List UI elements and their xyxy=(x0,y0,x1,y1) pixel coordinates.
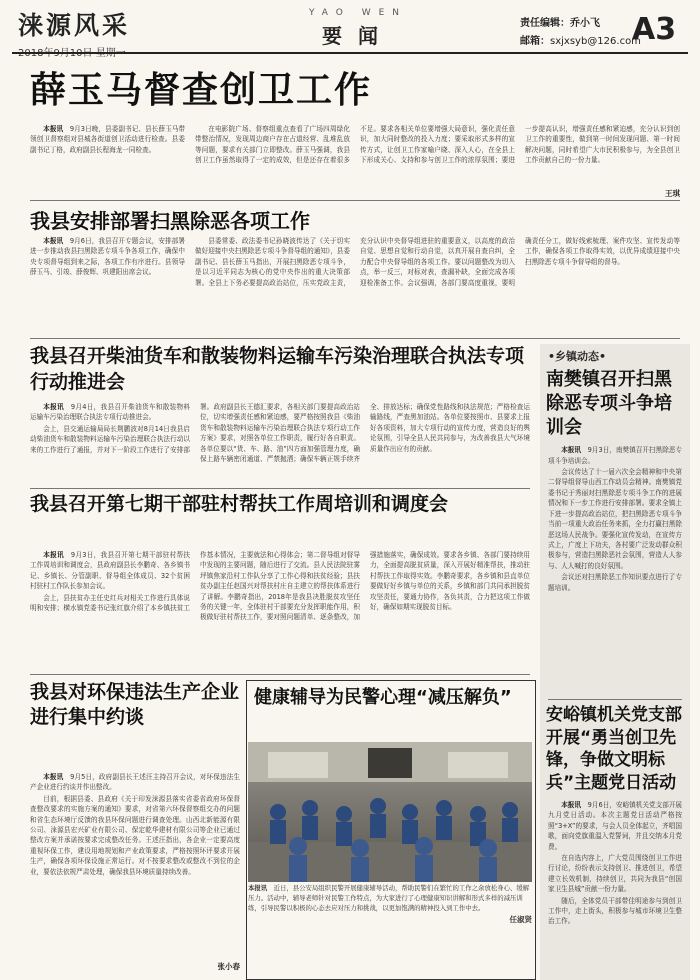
township-news-sidebar xyxy=(540,344,690,980)
article-body-creative-sanitation xyxy=(30,124,680,190)
divider xyxy=(30,200,680,201)
photo-caption: 本报讯 近日，县公安局组织民警开展健康辅导活动，帮助民警们在繁忙的工作之余放松身心、缓解压力。活动中，辅导老师针对民警工作特点，为大家进行了心理健康知识讲解和形式多样的减压训练，引导民警以积极的心态去应对压力和挑战，以更加饱满的精神投入到工作中去。 任淑贤 xyxy=(248,884,532,924)
photo-illustration xyxy=(248,742,532,882)
article-paragraph: 本报讯 9月4日，我县召开柴油货车和散装物料运输车污染治理联合执法专项行动推进会。 xyxy=(30,403,191,422)
lead-tag: 本报讯 xyxy=(561,801,582,809)
article-paragraph: 会议传达了十一届六次全会精神和中央第二督导组督导山西工作动员会精神。南樊镇党委书记于秀丽对扫黑除恶专项斗争工作的进展情况和下一步工作进行安排部署。要求全镇上下进一步提高政治站位，把扫黑除恶专项斗争当前一项重大政治任务来抓，全力打赢扫黑除恶这场人民战争。要强化宣传发动，在宣传方式上，广度上下功夫，各村要广泛发动群众积极参与，营造扫黑除恶社会氛围，营造人人参与、人人喊打的良好氛围。 xyxy=(548,468,682,570)
lead-tag: 本报讯 xyxy=(43,551,64,559)
photo-police-training xyxy=(248,742,532,882)
editor-name: 乔小飞 xyxy=(570,18,600,29)
article-paragraph: 目前，根据县委、县政府《关于印发涞源县落实省委省政府环保督查整改要求的实施方案的通知》要求，对省第六环保督察组交办的问题和省生态环境厅反馈的我县环保问题进行调查处理。山西北新能源有限公司、涞源县宏兴矿业有限公司、保定乾华建材有限公司等企业已通过整改方案并承诺按要求完成整改任务。王述汪指出，各企业一定要高度重视环保工作，建设用地规划和产业政策要求，严格按照环评要求开展生产，确保各项环保设施正常运行。对不按要求整改或整改不到位的企业，要依法依规严肃处理，确保我县环境质量持续改善。 xyxy=(30,794,240,876)
article-body-anti-gang xyxy=(30,236,680,332)
headline-anti-gang: 我县安排部署扫黑除恶各项工作 xyxy=(30,209,310,233)
byline: 王琪 xyxy=(665,189,680,198)
byline: 任淑贤 xyxy=(509,914,532,924)
article-paragraph: 本报讯 9月3日，南樊镇召开扫黑除恶专项斗争培训会。 xyxy=(548,446,683,465)
email-label: 邮箱： xyxy=(520,36,550,47)
article-body-anyu xyxy=(540,794,690,956)
lead-tag: 本报讯 xyxy=(561,446,582,455)
lead-tag: 本报讯 xyxy=(43,237,64,245)
article-paragraph: 随后，全体党员干部带佳明途参与到创卫工作中，走上街头，积极参与城市环境卫生整治工作。 xyxy=(548,896,682,926)
article-body-nanfan xyxy=(540,439,690,695)
divider xyxy=(30,338,680,339)
section-name-cn: 要闻 xyxy=(322,24,394,48)
article-paragraph: 在自选内容上，广大党员围绕创卫工作进行讨论，纷纷表示支持创卫、推进创卫，希望建立长效机制，持续创卫，共同为我县“创国家卫生县城”贡献一份力量。 xyxy=(548,854,682,894)
article-body-diesel-truck xyxy=(30,402,530,484)
byline: 张小春 xyxy=(217,962,240,971)
article-body-village-training xyxy=(30,550,530,668)
email-value: sxjxsyb@126.com xyxy=(550,36,641,47)
headline-police-health: 健康辅导为民警心理“减压解负” xyxy=(254,687,512,708)
article-paragraph: 会上，县扶贫办主任史红兵对相关工作进行具体说明和安排；横水镇党委书记张红旗介绍了本乡镇扶贫工作基本情况，主要就法和心得体会；第二督导组对督导中发现的主要问题，随后进行了交流。县人民法院驻雾坪镇焦家沿村工作队分享了工作心得和扶贫经验；县扶贫办副主任赵国兴对帮扶村庄自主建立的帮扶体系进行了讲解。李鹏奇指出，2018年是我县决胜脱贫攻坚任务的关键一年，全体驻村干部要充分发挥职能作用，积极做好驻村帮扶工作，要对照问题清单、逐条整改，加强措施落实，确保成效。要求各乡镇、各部门要持续用力，全面提高脱贫质量，深入开展好精准帮扶，推动驻村帮扶工作取得实效。李鹏奇要求，各乡镇和县直单位要做好好乡镇与单位的关系，乡镇和部门共同承担脱贫攻坚责任，要通力协作，各负其责，合力把这项工作做好，确保如期实现脱贫目标。 xyxy=(30,551,530,622)
headline-diesel-truck: 我县召开柴油货车和散装物料运输车污染治理联合执法专项行动推进会 xyxy=(30,345,525,393)
divider xyxy=(30,488,530,489)
lead-tag: 本报讯 xyxy=(248,884,268,892)
lead-tag: 本报讯 xyxy=(43,403,64,411)
article-paragraph: 会议还对扫黑除恶工作知识要点进行了专题培训。 xyxy=(548,573,682,592)
article-paragraph: 县委常委、政法委书记孙晓波传达了《关于切实做好迎接中央扫黑除恶专项斗争督导组的通知》，县委副书记、县长薛玉马指出，开展扫黑除恶专项斗争，是以习近平同志为核心的党中央作出的重大决策部署。全县上下务必要提高政治站位，压实党政主责，充分认识中央督导组进驻的重要意义，以高度的政治自觉、思想自觉和行动自觉，以真开展自查自纠，全力配合中央督导组的各项工作。要以问题整改为切入点，举一反三，对标对表，查漏补缺，全面完成各项迎检准备工作。会议强调，各部门要高度重视，要明确责任分工，做好线索梳理、案件攻坚、宣传发动等工作，确保各项工作取得实效，以优异成绩迎接中央扫黑除恶专项斗争督导组的督导。 xyxy=(195,237,680,287)
article-paragraph: 本报讯 9月6日，我县召开专题会议，安排部署进一步推动我县扫黑除恶专项斗争各项工作，确保中央专项督导组到来之际，各项工作有序进行。县领导薛玉马、引竣、薛俊辉、巩建阳出席会议。 xyxy=(30,237,186,277)
editor-label: 责任编辑： xyxy=(520,18,570,29)
paper-name: 涞源风采 xyxy=(18,11,131,40)
divider xyxy=(548,699,682,700)
masthead xyxy=(18,6,218,54)
headline-nanfan: 南樊镇召开扫黑除恶专项斗争培训会 xyxy=(546,369,672,438)
article-body-environmental xyxy=(30,772,240,958)
header-rule xyxy=(12,52,688,54)
article-paragraph: 本报讯 9月6日，安峪镇机关党支部开展九月党日活动。本次主题党日活动严格按照“3+X”的要求，与会人员全体起立，齐唱国歌，面向党旗重温入党誓词，并且交纳本月党费。 xyxy=(548,801,683,851)
headline-village-training: 我县召开第七期干部驻村帮扶工作周培训和调度会 xyxy=(30,493,449,515)
headline-environmental: 我县对环保违法生产企业进行集中约谈 xyxy=(30,681,240,729)
sidebar-tag: •乡镇动态• xyxy=(548,350,607,363)
article-paragraph: 本报讯 9月3日晚，县委副书记、县长薛玉马带领创卫督察组对县城各街道创卫活动进行检查。县委副书记丁格，政府副县长程海龙一同检查。 xyxy=(30,125,186,154)
article-paragraph: 在电影院广场、督察组重点查看了广场四周绿化带整治情况，发现周边商户存在占道经营、乱堆乱放等问题，要求有关部门立即整改。薛玉马强调，我县创卫工作虽然取得了一定的成效，但是还存在着很多不足。要求各相关单位要增强大局意识，强化责任意识，加大同时整改的投入力度；要采取形式多样的宣传方式，让创卫工作家喻户晓、深入人心，在全县上下形成关心、支持和参与创卫工作的浓厚氛围；要进一步提高认识，增强责任感和紧迫感，充分认识到创卫工作的重要性，做到第一时间发现问题、第一时间解决问题，同时希望广大市民积极参与，为全县创卫工作贡献自己的一份力量。 xyxy=(195,125,680,165)
divider xyxy=(30,674,530,675)
lead-tag: 本报讯 xyxy=(43,773,64,781)
lead-tag: 本报讯 xyxy=(43,125,64,133)
headline-anyu: 安峪镇机关党支部开展“勇当创卫先锋，争做文明标兵”主题党日活动 xyxy=(546,705,682,793)
section-name-en: YAO WEN xyxy=(308,8,408,18)
article-paragraph: 本报讯 9月5日，政府副县长王述汪主持召开会议，对环保违法生产企业进行约谈并作出整改。 xyxy=(30,773,240,792)
article-paragraph: 本报讯 9月3日，我县召开第七期干部驻村帮扶工作周培训和调度会，县政府副县长李鹏奇、各乡镇书记、乡镇长、分管副职、督导组全体成员、32个贫困村驻村工作队长参加会议。 xyxy=(30,551,191,591)
page-number: A3 xyxy=(632,12,677,47)
headline-creative-sanitation: 薛玉马督查创卫工作 xyxy=(30,70,373,111)
article-paragraph: 会上，县交通运输局局长荆鹏波对8月14日我县启动柴油货车和散装物料运输车污染治理联合执法行动以来的工作进行了通报，并对下一阶段工作进行了安排部署。政府副县长王德汇要求，各相关部门要提高政治站位，切实增强责任感和紧迫感，要严格按照我县《柴油货车和散装物料运输车污染治理联合执法专项行动工作方案》要求，对照各单位工作职责，履行好各自职责。各单位要以“货、车、路、油”四方面加强管理力度，确保上路车辆密闭通道、严禁抛洒；确保车辆正规手续齐全、排放达标；确保党性路线和执法规范；严格检查运输路线，严查黑加油站。各单位要按照市、县要求上报好各项资料，加大专项行动的宣传力度，营造良好的舆论氛围，引导全县人民共同参与，为改善我县大气环境质量作出应有的贡献。 xyxy=(30,403,530,464)
